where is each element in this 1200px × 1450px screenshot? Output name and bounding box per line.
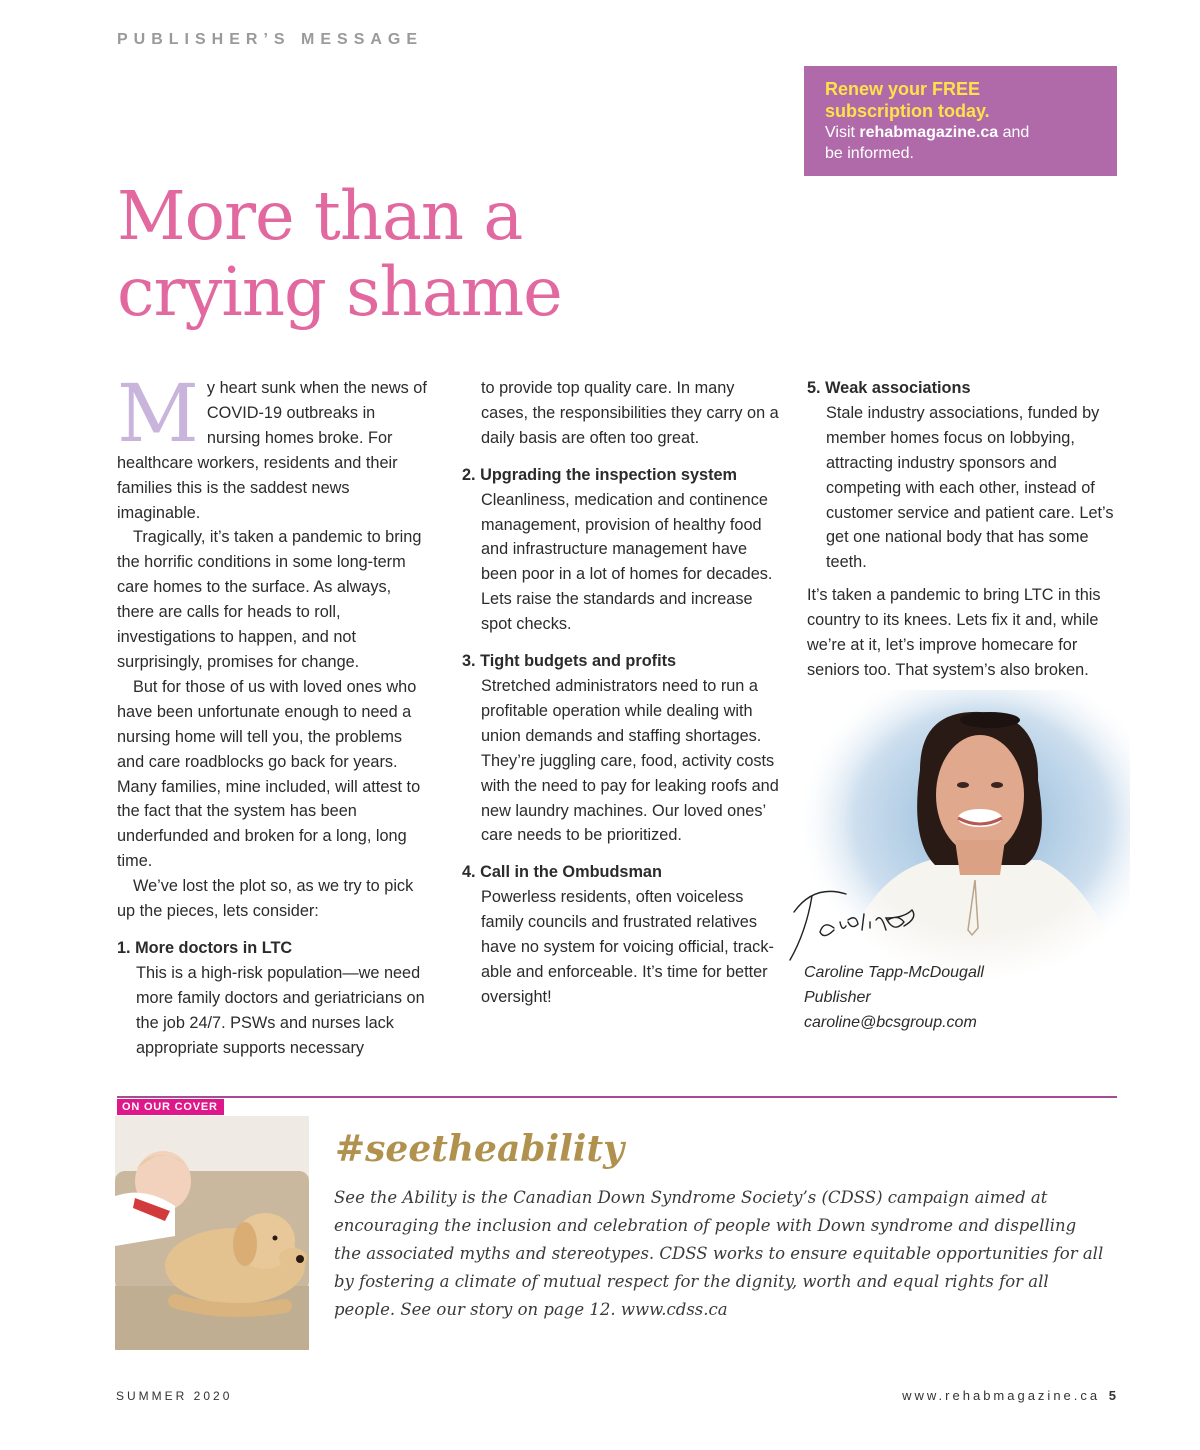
promo-visit-prefix: Visit [825,124,860,141]
closing-paragraph: It’s taken a pandemic to bring LTC in this country to its knees. Lets fix it and, while we’re at it, let’s improve homecare for seniors too. That system’s also broken. [807,586,1101,679]
promo-visit-suffix: and [998,124,1030,141]
footer-site [902,1388,1116,1403]
list-item-heading: 4. Call in the Ombudsman [462,863,662,882]
list-item-body: Powerless residents, often voiceless family councils and frustrated relatives have no system for voicing official, track-able and enforceable. It’s time for better oversight! [481,888,774,1006]
list-item-body: Stale industry associations, funded by member homes focus on lobbying, attracting industry sponsors and competing with each other, instead of customer service and patient care. Let’s get one national body that has some teeth. [826,403,1114,572]
article-title [117,178,562,330]
promo-headline-line2: subscription today. [825,101,990,121]
article-title-line1: More than a [117,177,523,255]
promo-headline-line1: Renew your FREE [825,79,981,99]
section-label: PUBLISHER’S MESSAGE [117,31,424,48]
article-paragraph: But for those of us with loved ones who have been unfortunate enough to need a nursing home will tell you, the problems and care roadblocks go back for years. Many families, mine included, will attest to the fact that the system has been underfunded and broken for a long, long time. [117,677,421,871]
drop-cap: M [117,367,199,460]
list-item-heading: 3. Tight budgets and profits [462,652,677,671]
article-paragraph: Tragically, it’s taken a pandemic to bring the horrific conditions in some long-term care homes to the surface. As always, there are calls for heads to roll, investigations to happen, and not surprisingly, promises for change. [117,528,422,671]
article-column-3 [807,376,1125,683]
cover-photo [115,1116,309,1350]
publisher-signoff [804,960,984,1035]
list-item-heading: 1. More doctors in LTC [117,938,293,957]
article-column-2 [462,376,780,1010]
footer-site-link[interactable]: www.rehabmagazine.ca [902,1388,1101,1403]
paragraph-text: y heart sunk when the news of COVID-19 outbreaks in nursing homes broke. For healthcare workers, residents and their families this is the saddest news imaginable. [117,379,427,522]
article-paragraph [117,367,427,525]
issue-label: SUMMER 2020 [116,1389,233,1403]
publisher-name: Caroline Tapp-McDougall [804,964,984,981]
publisher-email[interactable]: caroline@bcsgroup.com [804,1014,977,1031]
promo-site-link[interactable]: rehabmagazine.ca [859,124,999,141]
list-item-heading: 5. Weak associations [807,379,971,397]
list-item-heading: 2. Upgrading the inspection system [462,465,738,484]
cover-hashtag: #seetheability [335,1128,625,1170]
promo-body [825,122,1097,164]
cover-divider [117,1096,1117,1098]
article-paragraph: We’ve lost the plot so, as we try to pick up the pieces, lets consider: [117,877,414,921]
list-item-continuation: to provide top quality care. In many cases, the responsibilities they carry on a daily basis are often too great. [481,379,779,447]
publisher-role: Publisher [804,989,871,1006]
promo-line3: be informed. [825,145,914,162]
subscription-promo[interactable] [804,66,1117,176]
article-column-1 [117,367,427,1060]
promo-visit-line [825,122,1097,143]
signature [784,872,924,962]
list-item-body: This is a high-risk population—we need more family doctors and geriatricians on the job 24/7. PSWs and nurses lack appropriate supports necessary [136,963,425,1057]
list-item-body: Cleanliness, medication and continence management, provision of healthy food and infrastructure management have been poor in a lot of homes for decades. Lets raise the standards and increase spot checks. [481,490,773,634]
page-number: 5 [1108,1388,1116,1403]
article-title-line2: crying shame [117,253,562,331]
list-item-body: Stretched administrators need to run a profitable operation while dealing with union demands and staffing shortages. They’re juggling care, food, activity costs with the need to pay for leaking roofs and new laundry machines. Our loved ones’ care needs to be prioritized. [481,676,779,845]
promo-headline [825,78,1097,122]
cover-description: See the Ability is the Canadian Down Syndrome Society’s (CDSS) campaign aimed at encouraging the inclusion and celebration of people with Down syndrome and dispelling the associated myths and stereotypes. CDSS works to ensure equitable opportunities for all by fostering a climate of mutual respect for the dignity, worth and equal rights for all people. See our story on page 12. www.cdss.ca [334,1188,1104,1319]
cover-tag: ON OUR COVER [117,1099,224,1115]
